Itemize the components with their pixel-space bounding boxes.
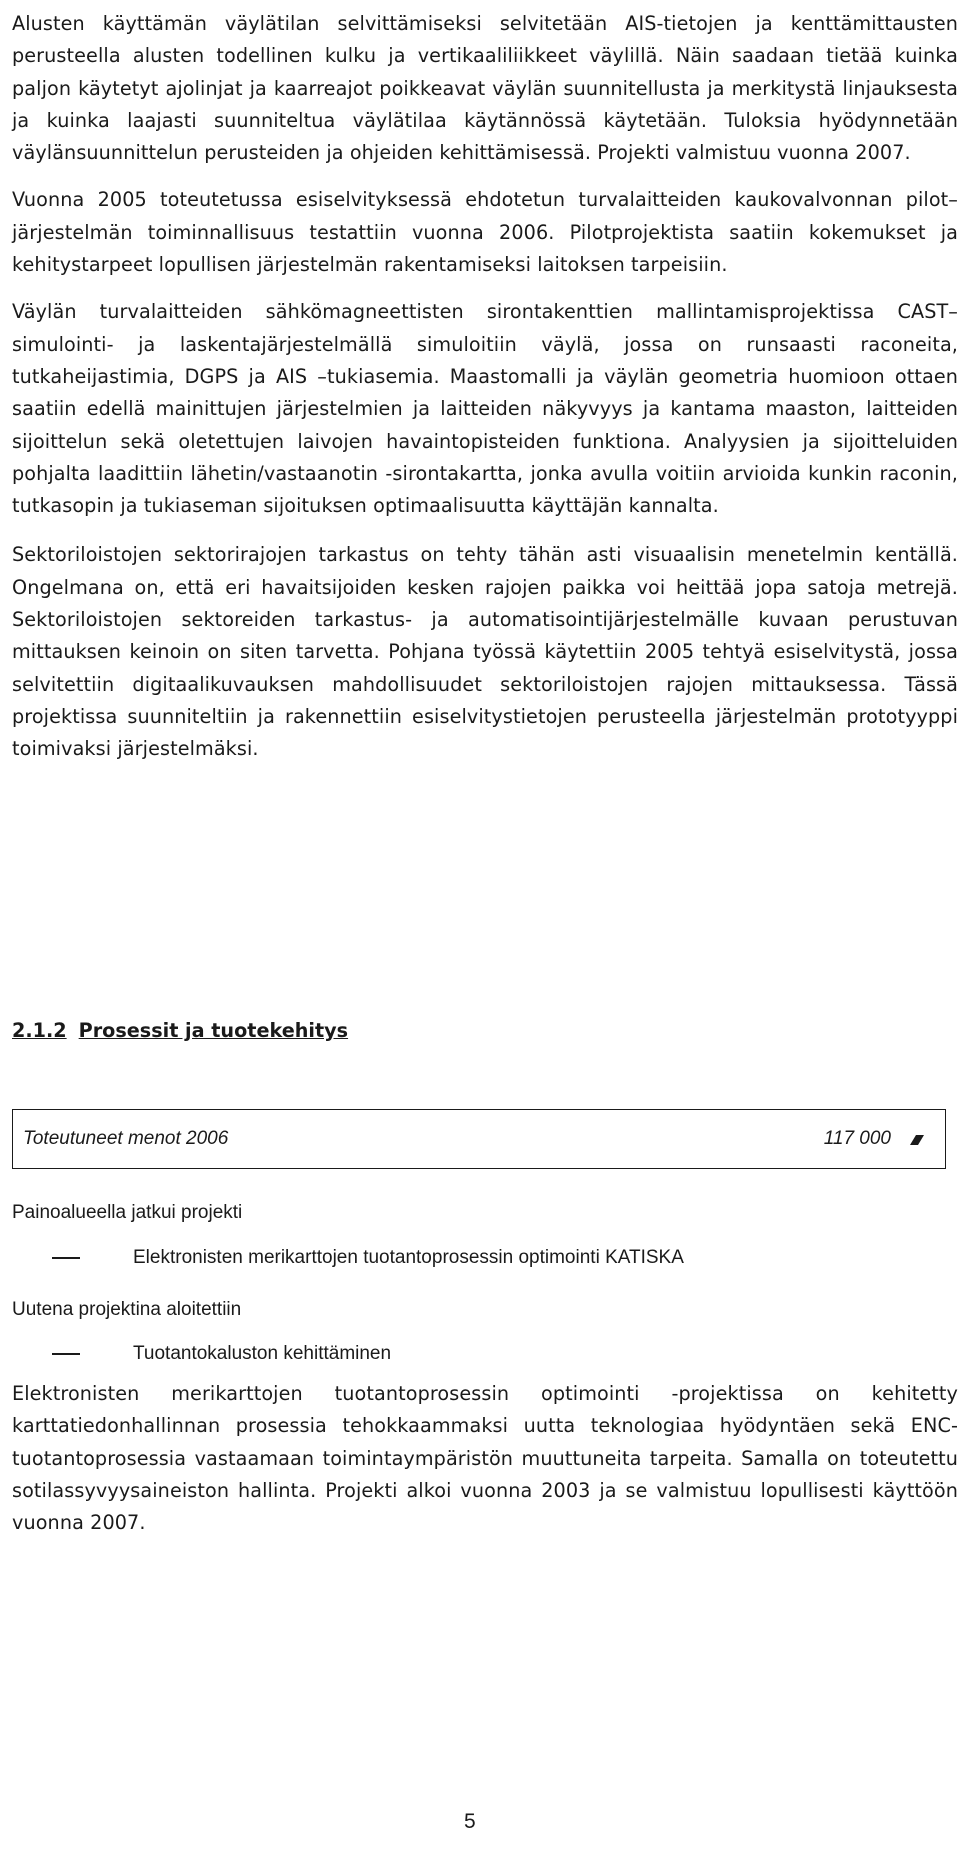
cost-value: 117 000 xyxy=(823,1128,891,1149)
new-project-item-text: Tuotantokaluston kehittäminen xyxy=(133,1343,392,1364)
section-title: Prosessit ja tuotekehitys xyxy=(78,1019,349,1042)
paragraph-ais-study: Alusten käyttämän väylätilan selvittämiseksi selvitetään AIS-tietojen ja kenttämittausten perusteella alusten todellinen kulku ja vertikaaliliikkeet väylillä. Näin saadaan tietää kuinka paljon käytetyt ajolinjat ja kaarreajot poikkeavat väylän suunnitellusta ja merkitystä linjauksesta ja kuinka laajasti suunniteltua väylätilaa käytännössä käytetään. Tuloksia hyödynnetään väylänsuunnittelun perusteiden ja ohjeiden kehittämisessä. Projekti valmistuu vuonna 2007. xyxy=(12,12,958,165)
focus-area-heading: Painoalueella jatkui projekti xyxy=(12,1202,243,1223)
cost-table xyxy=(12,1109,946,1169)
paragraph-sector-lights: Sektoriloistojen sektorirajojen tarkastus on tehty tähän asti visuaalisin menetelmin kentällä. Ongelmana on, että eri havaitsijoiden kesken rajojen paikka voi heittää jopa satoja metrejä. Sektoriloistojen sektoreiden tarkastus- ja automatisointijärjestelmälle kuvaan perustuvan mittauksen keinoin on siten tarvetta. Pohjana työssä käytettiin 2005 tehtyä esiselvitystä, jossa selvitettiin digitaalikuvauksen mahdollisuudet sektoriloistojen rajojen mittauksessa. Tässä projektissa suunniteltiin ja rakennettiin esiselvitystietojen perusteella järjestelmän prototyyppi toimivaksi järjestelmäksi. xyxy=(12,543,958,761)
section-heading xyxy=(12,1019,348,1042)
section-number: 2.1.2 xyxy=(12,1019,67,1042)
dash-bullet-icon xyxy=(52,1353,80,1355)
cost-label: Toteutuneet menot 2006 xyxy=(23,1128,229,1149)
new-project-heading: Uutena projektina aloitettiin xyxy=(12,1299,242,1320)
focus-area-item-text: Elektronisten merikarttojen tuotantoprosessin optimointi KATISKA xyxy=(133,1247,684,1268)
paragraph-enc-production: Elektronisten merikarttojen tuotantoprosessin optimointi -projektissa on kehitetty karttatiedonhallinnan prosessia tehokkaammaksi uutta teknologiaa hyödyntäen sekä ENC-tuotantoprosessia vastaamaan toimintaympäristön muuttuneita tarpeita. Samalla on toteutettu sotilassyvyysaineiston hallinta. Projekti alkoi vuonna 2003 ja se valmistuu lopullisesti käyttöön vuonna 2007. xyxy=(12,1382,958,1535)
euro-symbol xyxy=(907,1133,927,1147)
document-page xyxy=(12,8,958,1535)
page-number: 5 xyxy=(464,1810,476,1833)
new-project-item xyxy=(52,1342,391,1366)
paragraph-cast-simulation: Väylän turvalaitteiden sähkömagneettisten sirontakenttien mallintamisprojektissa CAST–simulointi- ja laskentajärjestelmällä simuloitiin väylä, jossa on runsaasti raconeita, tutkaheijastimia, DGPS ja AIS –tukiasemia. Maastomalli ja väylän geometria huomioon ottaen saatiin edellä mainittujen järjestelmien ja laitteiden näkyvyys ja kantama maaston, laitteiden sijoittelun sekä oletettujen laivojen havaintopisteiden funktiona. Analyysien ja sijoitteluiden pohjalta laadittiin lähetin/vastaanotin -sirontakartta, jonka avulla voitiin arvioida kunkin raconin, tutkasopin ja tukiaseman sijoituksen optimaalisuutta käyttäjän kannalta. xyxy=(12,300,958,518)
dash-bullet-icon xyxy=(52,1257,80,1259)
focus-area-item xyxy=(52,1246,684,1270)
paragraph-remote-monitoring: Vuonna 2005 toteutetussa esiselvityksessä ehdotetun turvalaitteiden kaukovalvonnan pilot–järjestelmän toiminnallisuus testattiin vuonna 2006. Pilotprojektista saatiin kokemukset ja kehitystarpeet lopullisen järjestelmän rakentamiseksi laitoksen tarpeisiin. xyxy=(12,188,958,277)
